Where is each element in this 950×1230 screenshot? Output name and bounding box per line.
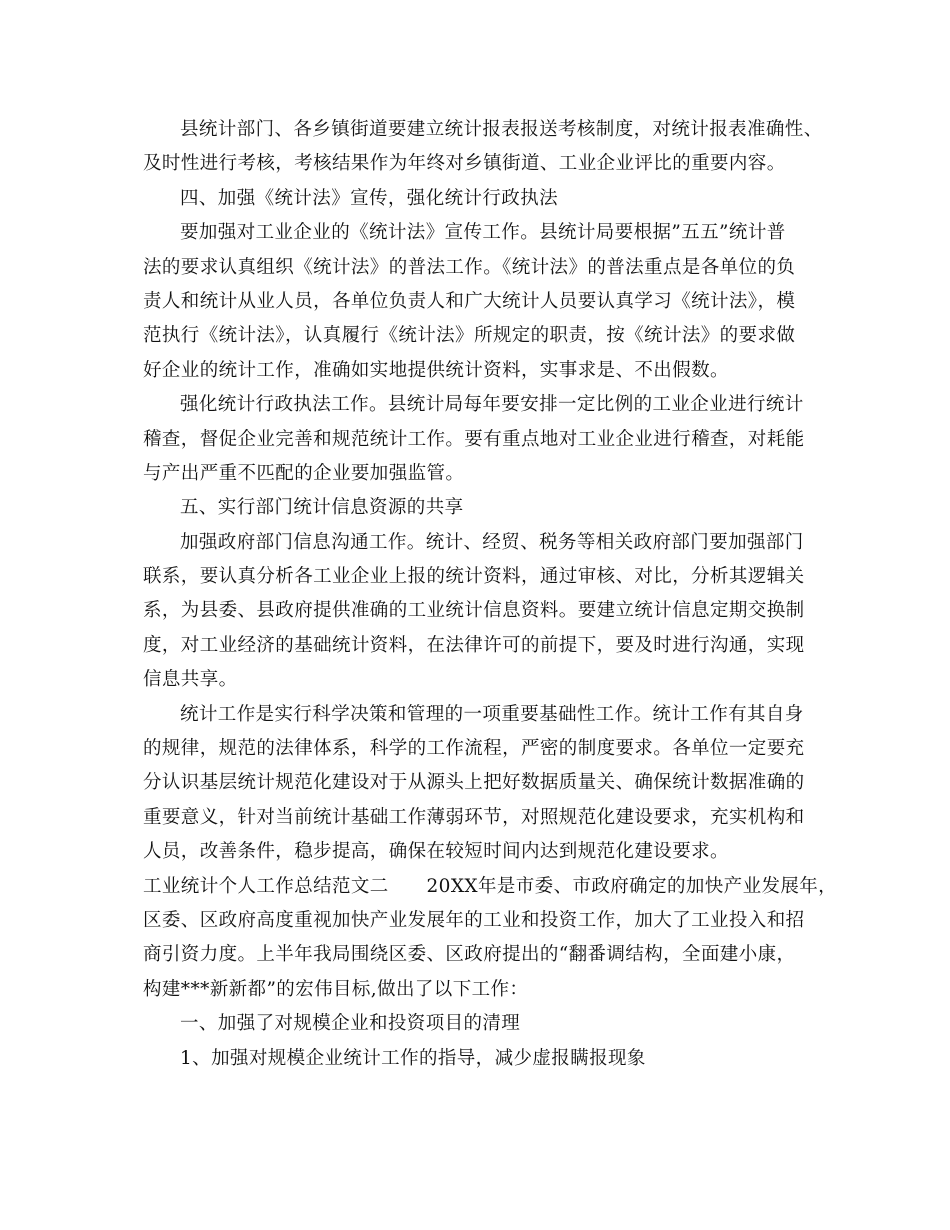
text-line: 及时性进行考核，考核结果作为年终对乡镇街道、工业企业评比的重要内容。 (143, 153, 786, 175)
text-line: 人员，改善条件，稳步提高，确保在较短时间内达到规范化建设要求。 (143, 841, 729, 863)
text-line: 县统计部门、各乡镇街道要建立统计报表报送考核制度，对统计报表准确性、 (180, 119, 823, 140)
text-line: 要加强对工业企业的《统计法》宣传工作。县统计局要根据”五五”统计普 (180, 222, 786, 244)
text-line: 度，对工业经济的基础统计资料，在法律许可的前提下，要及时进行沟通，实现 (143, 634, 805, 656)
section-heading: 一、加强了对规模企业和投资项目的清理 (180, 1013, 521, 1035)
text-line: 系，为县委、县政府提供准确的工业统计信息资料。要建立统计信息定期交换制 (143, 600, 805, 622)
text-line: 强化统计行政执法工作。县统计局每年要安排一定比例的工业企业进行统计 (180, 394, 804, 416)
document-body (143, 113, 838, 1076)
text-line: 信息共享。 (143, 669, 238, 691)
text-line: 的规律，规范的法律体系，科学的工作流程，严密的制度要求。各单位一定要充 (143, 738, 805, 760)
text-line: 好企业的统计工作，准确如实地提供统计资料，实事求是、不出假数。 (143, 359, 729, 381)
text-line: 加强政府部门信息沟通工作。统计、经贸、税务等相关政府部门要加强部门 (180, 531, 804, 553)
text-line: 分认识基层统计规范化建设对于从源头上把好数据质量关、确保统计数据准确的 (143, 772, 805, 794)
article-title-line: 工业统计个人工作总结范文二 20XX年是市委、市政府确定的加快产业发展年， (143, 875, 838, 897)
subsection-heading: 1、加强对规模企业统计工作的指导，减少虚报瞒报现象 (180, 1047, 646, 1069)
text-line: 与产出严重不匹配的企业要加强监管。 (143, 462, 465, 484)
text-line: 区委、区政府高度重视加快产业发展年的工业和投资工作，加大了工业投入和招 (143, 909, 805, 931)
section-heading: 四、加强《统计法》宣传，强化统计行政执法 (180, 187, 559, 209)
text-line: 法的要求认真组织《统计法》的普法工作。《统计法》的普法重点是各单位的负 (143, 256, 796, 278)
text-line: 重要意义，针对当前统计基础工作薄弱环节，对照规范化建设要求，充实机构和 (143, 806, 805, 828)
text-line: 联系，要认真分析各工业企业上报的统计资料，通过审核、对比，分析其逻辑关 (143, 566, 805, 588)
text-line: 商引资力度。上半年我局围绕区委、区政府提出的“翻番调结构，全面建小康， (143, 944, 796, 966)
text-line: 范执行《统计法》，认真履行《统计法》所规定的职责，按《统计法》的要求做 (143, 325, 796, 347)
text-line: 稽查，督促企业完善和规范统计工作。要有重点地对工业企业进行稽查，对耗能 (143, 428, 805, 450)
text-line: 统计工作是实行科学决策和管理的一项重要基础性工作。统计工作有其自身 (180, 703, 804, 725)
text-line: 构建***新新都”的宏伟目标,做出了以下工作： (143, 978, 529, 1000)
section-heading: 五、实行部门统计信息资源的共享 (180, 497, 464, 519)
text-line: 责人和统计从业人员，各单位负责人和广大统计人员要认真学习《统计法》，模 (143, 290, 796, 312)
